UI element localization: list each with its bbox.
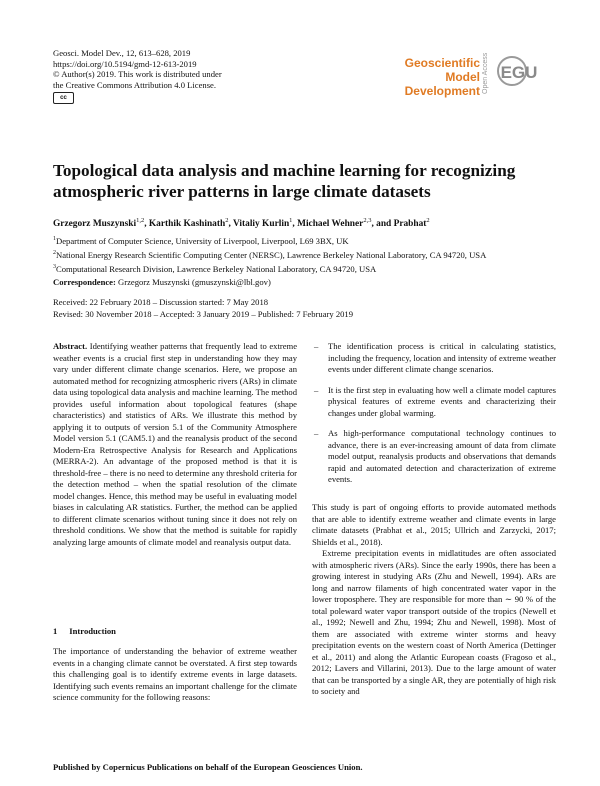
- intro-paragraph: The importance of understanding the behavior of extreme weather events in a changing climate cannot be overstated. A first step towards this challenging goal is to identify extreme events in large datasets. Identifying such events remains an important challenge for the climate science community for the following reasons:: [53, 646, 297, 702]
- author-separator: ,: [228, 219, 233, 230]
- list-item: [312, 341, 556, 376]
- bullet-dash: –: [314, 384, 319, 395]
- author-name: Grzegorz Muszynski: [53, 219, 137, 230]
- title-line: atmospheric river patterns in large climate datasets: [53, 182, 431, 201]
- affiliations: [53, 233, 573, 275]
- author-affiliation-marker: 2: [225, 217, 229, 224]
- journal-name: [372, 56, 480, 98]
- affiliation-text: Department of Computer Science, University of Liverpool, Liverpool, L69 3BX, UK: [56, 235, 349, 246]
- affiliation-number: 3: [53, 263, 56, 270]
- journal-name-line1: Geoscientific: [404, 56, 480, 70]
- list-item-text: As high-performance computational technology continues to advance, there is an ever-increasing amount of data from climate model output, reanalysis products and observations that demands rapid and automated detection and characterization of extreme events.: [328, 428, 556, 484]
- author-list: [53, 215, 553, 230]
- dates-line: Received: 22 February 2018 – Discussion started: 7 May 2018: [53, 297, 269, 307]
- doi-link[interactable]: https://doi.org/10.5194/gmd-12-613-2019: [53, 58, 197, 69]
- affiliation-text: Computational Research Division, Lawrence Berkeley National Laboratory, CA 94720, USA: [56, 263, 377, 274]
- title-line: Topological data analysis and machine learning for recognizing: [53, 161, 516, 180]
- open-access-label: [480, 40, 490, 96]
- list-item: [312, 428, 556, 486]
- author-separator: ,: [292, 219, 298, 230]
- citation-block: [53, 48, 222, 90]
- author-separator: ,: [144, 219, 149, 230]
- list-item-text: The identification process is critical in calculating statistics, including the frequency, location and intensity of extreme weather events under different climate change scenarios.: [328, 341, 556, 374]
- author-affiliation-marker: 2: [426, 217, 430, 224]
- egu-logo-icon: [496, 55, 542, 87]
- cc-license-icon[interactable]: cc: [53, 92, 74, 104]
- open-access-text: Open Access: [482, 52, 489, 94]
- author-name: Vitaliy Kurlin: [232, 219, 290, 230]
- publisher-footer: Published by Copernicus Publications on behalf of the European Geosciences Union.: [53, 762, 363, 772]
- right-column-body: [312, 502, 556, 698]
- publication-dates: [53, 296, 353, 320]
- author-name: Prabhat: [393, 219, 427, 230]
- license-line: the Creative Commons Attribution 4.0 License.: [53, 79, 217, 90]
- bullet-dash: –: [314, 428, 319, 438]
- list-item-text: It is the first step in evaluating how well a climate model captures physical features of extreme events and characterizing their changes under global warming.: [328, 384, 556, 418]
- citation-line: Geosci. Model Dev., 12, 613–628, 2019: [53, 48, 191, 58]
- section-number: 1: [53, 626, 58, 636]
- author-name: Michael Wehner: [297, 219, 364, 230]
- author-affiliation-marker: 1: [289, 217, 293, 224]
- author-name: Karthik Kashinath: [148, 219, 226, 230]
- affiliation-number: 2: [53, 249, 56, 256]
- abstract: [53, 341, 297, 548]
- correspondence: [53, 276, 271, 288]
- affiliation-item: [53, 233, 573, 247]
- affiliation-item: [53, 261, 573, 275]
- affiliation-item: [53, 247, 573, 261]
- correspondence-text[interactable]: Grzegorz Muszynski (gmuszynski@lbl.gov): [118, 277, 271, 287]
- dates-line: Revised: 30 November 2018 – Accepted: 3 January 2019 – Published: 7 February 2019: [53, 309, 354, 319]
- body-paragraph: This study is part of ongoing efforts to provide automated methods that are able to identify extreme weather and climate events in large climate datasets (Prabhat et al., 2015; Ullrich and Zarzycki, 2017; Shields et al., 2018).: [312, 502, 556, 547]
- author-affiliation-marker: 2,3: [363, 217, 372, 224]
- copyright-line: © Author(s) 2019. This work is distributed under: [53, 69, 222, 80]
- section-heading: [53, 626, 116, 636]
- author-separator: , and: [371, 219, 394, 230]
- bullet-dash: –: [314, 341, 319, 351]
- abstract-text: Identifying weather patterns that frequently lead to extreme weather events is a crucial first step in understanding how they may vary under different climate change scenarios. Here, we propose an automated method for recognizing atmospheric rivers (ARs) in climate data using topological data analysis and machine learning. The method provides useful information about topological features (shape characteristics) and statistics of ARs. We illustrate this method by applying it to outputs of version 5.1 of the Community Atmosphere Model version 5.1 (CAM5.1) and the reanalysis product of the second Modern-Era Retrospective Analysis for Research and Applications (MERRA-2). An advantage of the proposed method is that it is threshold-free – there is no need to determine any threshold criteria for the detection method – when the spatial resolution of the climate model changes. Hence, this method may be useful in evaluating model biases in calculating AR statistics. Further, the method can be applied to different climate scenarios without tuning since it does not rely on threshold conditions. We show that the method is suitable for rapidly analyzing large amounts of climate model and reanalysis output data.: [53, 341, 298, 547]
- affiliation-number: 1: [53, 236, 56, 242]
- egu-logo-text: EGU: [500, 63, 538, 82]
- paper-title: [53, 160, 553, 202]
- affiliation-text: National Energy Research Scientific Computing Center (NERSC), Lawrence Berkeley National Laboratory, CA 94720, USA: [56, 249, 487, 260]
- section-title: Introduction: [69, 626, 116, 636]
- journal-name-line2: Model Development: [404, 70, 480, 98]
- abstract-label: Abstract.: [53, 341, 88, 351]
- body-paragraph: Extreme precipitation events in midlatitudes are often associated with atmospheric rivers (ARs). Since the early 1990s, there has been a growing interest in studying ARs (Zhu and Newell, 1994). ARs are long and narrow filaments of high concentrated water vapor in the lower troposphere. They are responsible for more than ∼ 90 % of the total poleward water vapor transport outside of the tropics (Newell et al., 1992; Newell and Zhu, 1994; Zhu and Newell, 1998). Most of them are associated with extreme winter storms and heavy precipitation events on the western coast of North America (Dettinger et al., 2011) and along the Atlantic European coasts (Fragoso et al., 2012; Lavers and Villarini, 2013). Due to the large amount of water that can be transported by a single AR, they are potentially of high risk to society and: [312, 548, 556, 696]
- list-item: [312, 385, 556, 420]
- correspondence-label: Correspondence:: [53, 277, 116, 287]
- author-affiliation-marker: 1,2: [136, 217, 145, 224]
- bullet-list: [312, 341, 556, 495]
